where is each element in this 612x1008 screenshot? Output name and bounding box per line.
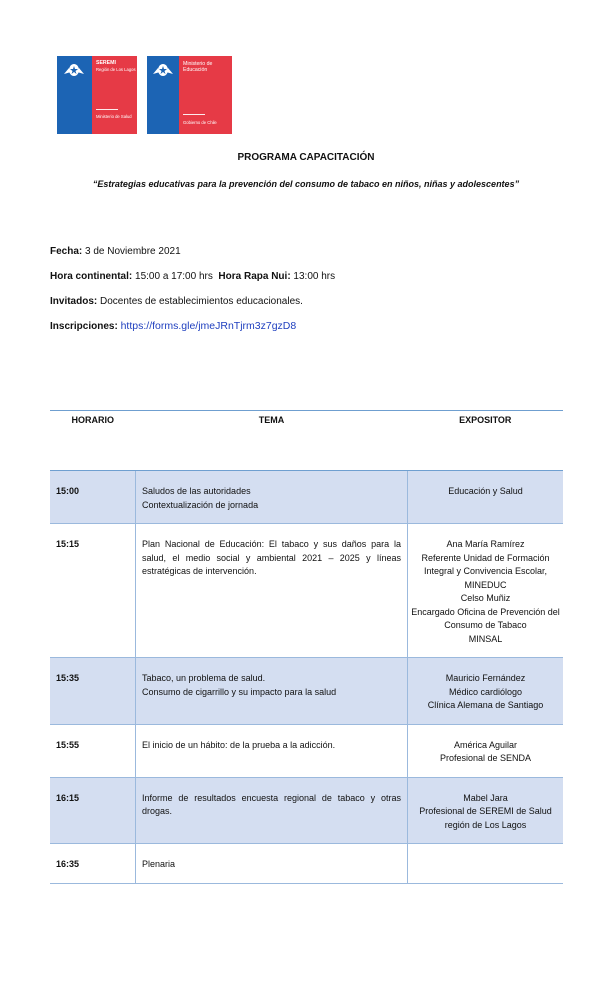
header-expositor: EXPOSITOR: [408, 411, 564, 471]
row-time: [50, 724, 136, 777]
seremi-logo: [57, 56, 137, 134]
row-speaker-line: Educación y Salud: [448, 486, 523, 496]
page-subtitle: “Estrategias educativas para la prevención del consumo de tabaco en niños, niñas y adolescentes”: [92, 179, 520, 189]
row-speaker-line: Ana María Ramírez: [446, 539, 525, 549]
row-time: [50, 844, 136, 884]
table-row: [50, 844, 563, 884]
row-time-text: 15:55: [56, 739, 80, 750]
row-topic-line: Consumo de cigarrillo y su impacto para la salud: [142, 686, 337, 697]
row-speaker-line: Clínica Alemana de Santiago: [427, 700, 544, 710]
row-topic: [136, 471, 408, 524]
row-topic-line: Contextualización de jornada: [142, 499, 259, 510]
row-speaker-line: Médico cardiólogo: [448, 686, 523, 697]
invitados-value: Docentes de establecimientos educacionales.: [97, 296, 303, 307]
row-time-text: 16:35: [56, 859, 80, 869]
hora-value: 15:00 a 17:00 hrs: [132, 271, 216, 282]
fecha-line: [50, 246, 181, 257]
row-speaker: [408, 777, 564, 844]
inscripciones-label: Inscripciones:: [50, 321, 118, 332]
row-speaker-line: Mauricio Fernández: [445, 673, 526, 683]
row-speaker: [408, 471, 564, 524]
mineduc-logo: [147, 56, 232, 134]
row-speaker: [408, 724, 564, 777]
table-row: [50, 658, 563, 725]
hora-line: [50, 271, 335, 282]
mineduc-logo-government: Gobierno de Chile: [183, 120, 217, 125]
invitados-label: Invitados:: [50, 296, 98, 307]
row-time: [50, 524, 136, 658]
schedule-body: [50, 471, 563, 884]
fecha-label: Fecha:: [50, 246, 83, 257]
row-time: [50, 658, 136, 725]
seremi-logo-ministry: Ministerio de Salud: [96, 114, 132, 119]
rapa-nui-label: Hora Rapa Nui:: [218, 271, 291, 282]
row-time-text: 15:35: [56, 673, 80, 683]
row-time-text: 15:00: [56, 486, 80, 496]
table-row: [50, 777, 563, 844]
table-row: [50, 524, 563, 658]
seremi-logo-region: Región de Los Lagos: [96, 67, 136, 72]
logo-blue-panel: [57, 56, 92, 134]
schedule-table: [50, 410, 563, 884]
row-speaker-line: Mabel Jara: [463, 792, 508, 803]
page-title: PROGRAMA CAPACITACIÓN: [237, 152, 375, 163]
row-time-text: 16:15: [56, 792, 80, 803]
row-topic-line: Plenaria: [142, 859, 176, 869]
row-topic: [136, 524, 408, 658]
hora-label: Hora continental:: [50, 271, 133, 282]
row-speaker: [408, 524, 564, 658]
row-topic-line: Informe de resultados encuesta regional de tabaco y otras drogas.: [142, 792, 401, 816]
logo-divider: [183, 114, 205, 115]
inscripciones-line: [50, 320, 296, 332]
row-speaker-line: Celso Muñiz: [460, 593, 511, 603]
logo-blue-panel: [147, 56, 179, 134]
header-horario: HORARIO: [50, 411, 136, 471]
logo-divider: [96, 109, 118, 110]
row-speaker-line: MINEDUC: [464, 579, 507, 590]
table-row: [50, 724, 563, 777]
row-topic: [136, 777, 408, 844]
row-speaker: [408, 844, 564, 884]
row-topic: [136, 658, 408, 725]
row-speaker-line: Profesional de SEREMI de Salud región de Los Lagos: [419, 806, 552, 830]
row-speaker-line: Referente Unidad de Formación Integral y Convivencia Escolar,: [421, 552, 550, 576]
schedule-header-row: [50, 411, 563, 471]
row-speaker-line: Profesional de SENDA: [439, 753, 532, 763]
row-topic: [136, 724, 408, 777]
row-topic-line: Saludos de las autoridades: [142, 486, 251, 496]
row-topic-line: El inicio de un hábito: de la prueba a la adicción.: [142, 739, 336, 750]
invitados-line: [50, 296, 303, 307]
table-row: [50, 471, 563, 524]
row-time: [50, 471, 136, 524]
row-speaker-line: América Aguilar: [453, 739, 518, 750]
row-time: [50, 777, 136, 844]
rapa-nui-value: 13:00 hrs: [290, 271, 336, 282]
row-speaker: [408, 658, 564, 725]
row-speaker-line: Encargado Oficina de Prevención del Consumo de Tabaco: [411, 606, 560, 630]
seremi-logo-name: SEREMI: [96, 60, 116, 66]
row-topic-line: Plan Nacional de Educación: El tabaco y sus daños para la salud, el medio social y ambiental 2021 – 2025 y líneas estratégicas de intervención.: [142, 539, 401, 576]
chile-coat-of-arms-icon: [61, 60, 87, 78]
row-time-text: 15:15: [56, 539, 80, 549]
inscripciones-link[interactable]: https://forms.gle/jmeJRnTjrm3z7gzD8: [120, 320, 297, 332]
row-topic: [136, 844, 408, 884]
row-speaker-line: MINSAL: [468, 633, 503, 644]
mineduc-logo-name: Ministerio de Educación: [183, 61, 213, 73]
header-tema: TEMA: [136, 411, 408, 471]
fecha-value: 3 de Noviembre 2021: [82, 246, 181, 257]
row-topic-line: Tabaco, un problema de salud.: [142, 673, 266, 683]
chile-coat-of-arms-icon: [151, 60, 177, 78]
